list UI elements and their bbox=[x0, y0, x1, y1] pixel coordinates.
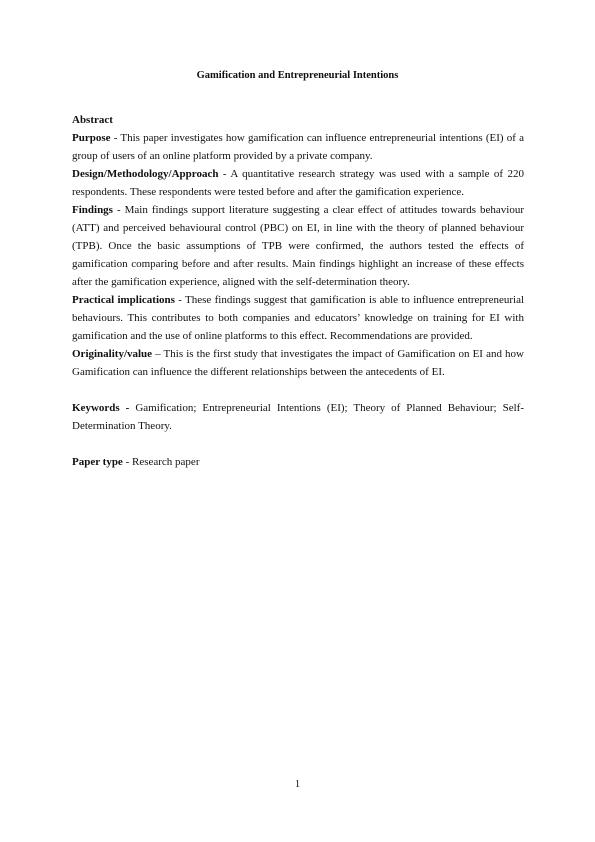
keywords-text: Gamification; Entrepreneurial Intentions (EI); Theory of Planned Behaviour; Self-Determination Theory. bbox=[72, 402, 524, 432]
paper-title: Gamification and Entrepreneurial Intentions bbox=[196, 70, 399, 81]
keywords-label: Keywords - bbox=[72, 402, 130, 414]
practical-label: Practical implications bbox=[72, 294, 175, 306]
paper-type-text: - Research paper bbox=[122, 456, 200, 468]
abstract-originality bbox=[72, 345, 524, 381]
design-text: - A quantitative research strategy was used with a sample of 220 respondents. These respondents were tested before and after the gamification experience. bbox=[72, 168, 524, 198]
abstract-design bbox=[72, 165, 524, 201]
abstract-practical bbox=[72, 291, 524, 345]
originality-text: – This is the first study that investigates the impact of Gamification on EI and how Gamification can influence the different relationships between the antecedents of EI. bbox=[72, 348, 524, 378]
spacer bbox=[72, 381, 524, 399]
page-number: 1 bbox=[294, 779, 301, 790]
paper-type bbox=[72, 453, 524, 471]
design-label: Design/Methodology/Approach bbox=[72, 168, 219, 180]
abstract-purpose bbox=[72, 129, 524, 165]
originality-label: Originality/value bbox=[72, 348, 153, 360]
keywords bbox=[72, 399, 524, 435]
paper-type-label: Paper type bbox=[72, 456, 123, 468]
practical-text: - These findings suggest that gamification is able to influence entrepreneurial behaviours. This contributes to both companies and educators’ knowledge on training for EI with gamification and the use of online platforms to this effect. Recommendations are provided. bbox=[72, 294, 525, 342]
findings-label: Findings bbox=[72, 204, 113, 216]
spacer bbox=[72, 435, 524, 453]
purpose-label: Purpose bbox=[72, 132, 111, 144]
abstract-heading: Abstract bbox=[72, 114, 113, 126]
abstract-findings bbox=[72, 201, 524, 291]
abstract-block bbox=[72, 111, 524, 471]
findings-text: - Main findings support literature suggesting a clear effect of attitudes towards behaviour (ATT) and perceived behavioural control (PBC) on EI, in line with the theory of planned behaviour (TPB). Once the basic assumptions of TPB were confirmed, the authors tested the effects of gamification comparing before and after results. Main findings highlight an increase of these effects after the gamification experience, aligned with the self-determination theory. bbox=[72, 204, 524, 288]
purpose-text: - This paper investigates how gamification can influence entrepreneurial intentions (EI) of a group of users of an online platform provided by a private company. bbox=[72, 132, 524, 162]
